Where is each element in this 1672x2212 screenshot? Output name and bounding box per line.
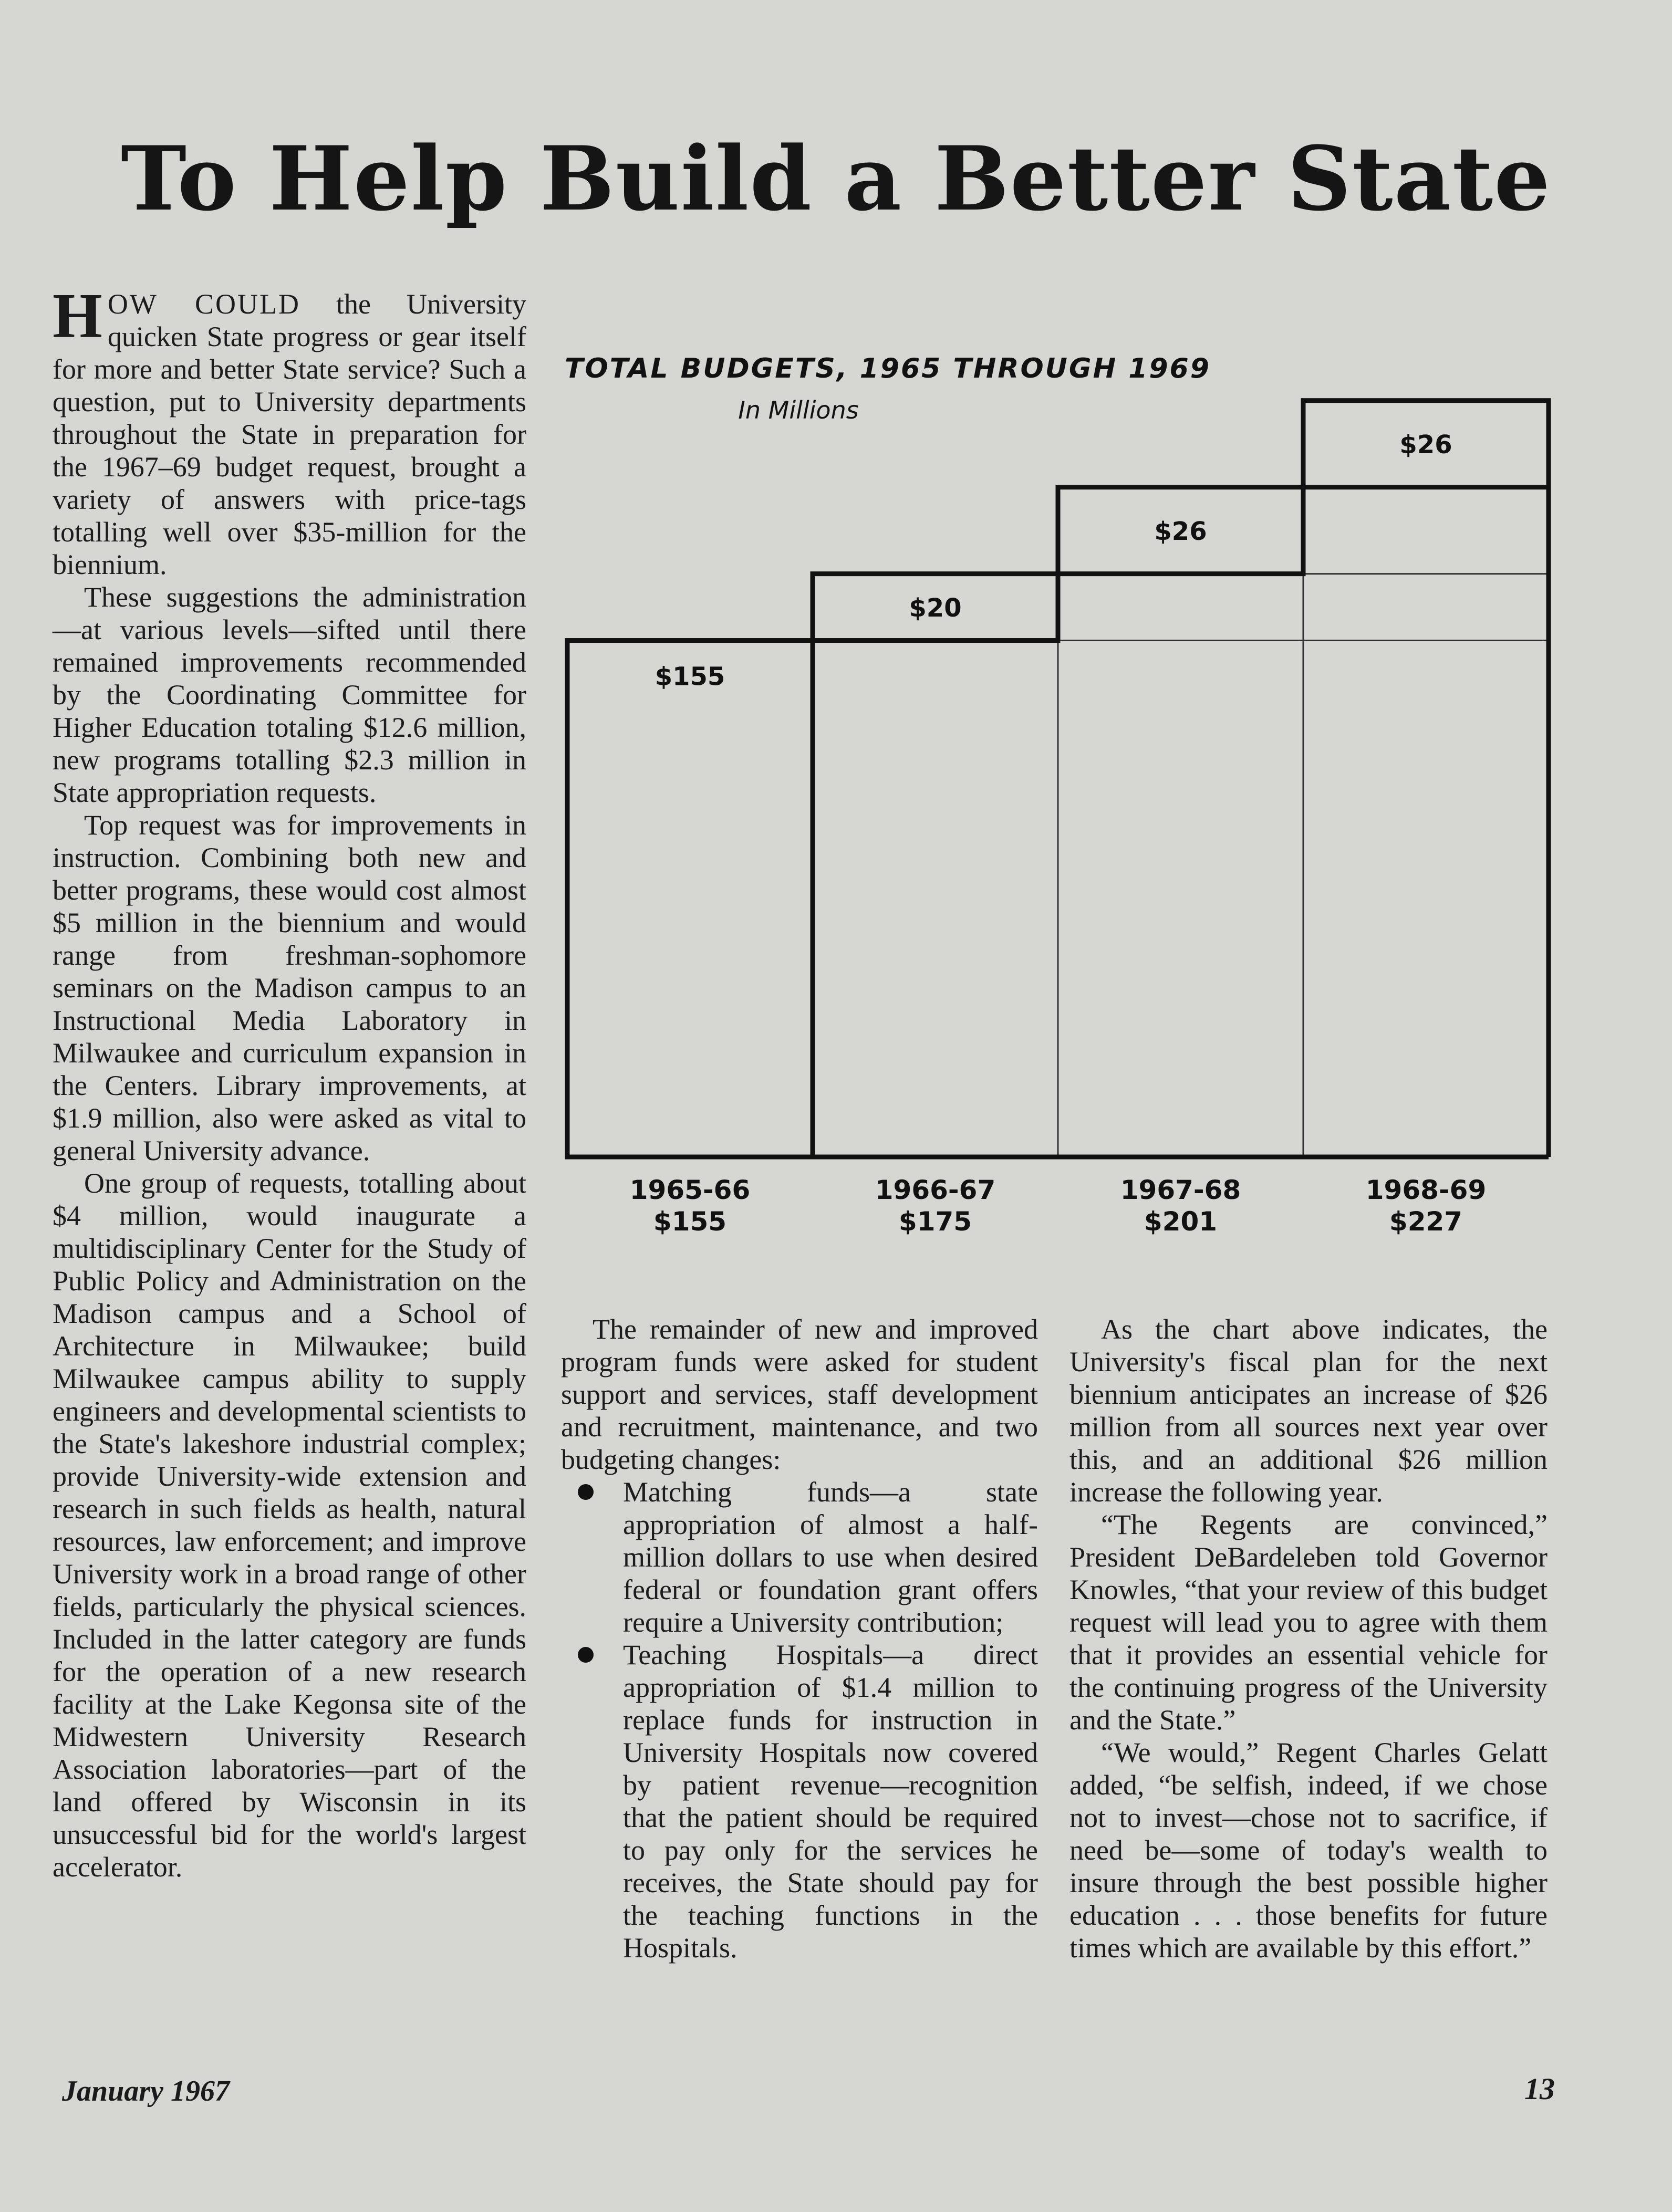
list-item: Teaching Hospitals—a direct appropriation of $1.4 million to replace funds for instruction in University Hospitals now covered by patient revenue—recognition that the patient should be required to pay only for the services he receives, the State should pay for the teaching functions in the Hospitals. [561,1639,1038,1964]
chart-category-label: 1965-66 [629,1175,751,1205]
bullet-icon [578,1647,594,1663]
paragraph: One group of requests, totalling about $4 million, would inaugurate a multidisciplinary Center for the Study of Public Policy and Administration on the Madison campus and a School of Architecture in Milwaukee; build Milwaukee campus ability to supply engineers and developmental scientists to the State's lakeshore industrial complex; provide University-wide extension and research in such fields as health, natural resources, law enforcement; and improve University work in a broad range of other fields, particularly the physical sciences. Included in the latter category are funds for the operation of a new research facility at the Lake Kegonsa site of the Midwestern University Research Association laboratories—part of the land offered by Wisconsin in its unsuccessful bid for the world's largest accelerator. [53,1167,526,1883]
chart-increment-label: $26 [1399,430,1452,460]
paragraph: “The Regents are convinced,” President DeBardeleben told Governor Knowles, “that your review of this budget request will lead you to agree with them that it provides an essential vehicle for the continuing progress of the University and the State.” [1069,1509,1548,1736]
chart-increment-label: $26 [1154,517,1207,547]
chart-title: TOTAL BUDGETS, 1965 THROUGH 1969 [565,353,1211,384]
bullet-icon [578,1484,594,1500]
chart-total-label: $227 [1389,1206,1463,1237]
bullet-list [561,1476,1038,1964]
chart-bar-1965-66 [567,641,813,1157]
article-column-3 [1069,1313,1548,1964]
drop-cap: H [53,280,102,351]
chart-category-label: 1966-67 [875,1175,996,1205]
chart-total-label: $155 [653,1206,727,1237]
paragraph: “We would,” Regent Charles Gelatt added, “be selfish, indeed, if we chose not to invest—chose not to sacrifice, if need be—some of today's wealth to insure through the best possible higher education . . . those benefits for future times which are available by this effort.” [1069,1737,1548,1964]
intro-text: the University quicken State progress or gear itself for more and better State service? Such a question, put to University departments throughout the State in preparation for the 1967–69 budget request, brought a variety of answers with price-tags totalling well over $35-million for the biennium. [53,288,526,580]
chart-total-label: $175 [898,1206,972,1237]
paragraph: As the chart above indicates, the University's fiscal plan for the next biennium anticipates an increase of $26 million from all sources next year over this, and an additional $26 million increase the following year. [1069,1313,1548,1508]
paragraph: These suggestions the administration—at various levels—sifted until there remained improvements recommended by the Coordinating Committee for Higher Education totaling $12.6 million, new programs totalling $2.3 million in State appropriation requests. [53,581,526,808]
page-title: To Help Build a Better State [121,127,1551,231]
article-column-2 [561,1313,1038,1964]
paragraph: Top request was for improvements in instruction. Combining both new and better programs, these would cost almost $5 million in the biennium and would range from freshman-sophomore seminars on the Madison campus to an Instructional Media Laboratory in Milwaukee and curriculum expansion in the Centers. Library improvements, at $1.9 million, also were asked as vital to general University advance. [53,809,526,1166]
chart-category-label: 1967-68 [1120,1175,1241,1205]
chart-category-label: 1968-69 [1365,1175,1487,1205]
list-item: Matching funds—a state appropriation of almost a half-million dollars to use when desired federal or foundation grant offers require a University contribution; [561,1476,1038,1639]
chart-increment-label: $20 [909,593,962,623]
lead-in-caps: OW COULD [107,288,300,320]
page-number: 13 [1524,2072,1555,2106]
paragraph: The remainder of new and improved program funds were asked for student support and services, staff development and recruitment, maintenance, and two budgeting changes: [561,1313,1038,1475]
issue-date: January 1967 [62,2075,230,2107]
chart-increment-label: $155 [655,662,725,692]
chart-total-label: $201 [1144,1206,1218,1237]
chart-subtitle: In Millions [738,396,859,424]
